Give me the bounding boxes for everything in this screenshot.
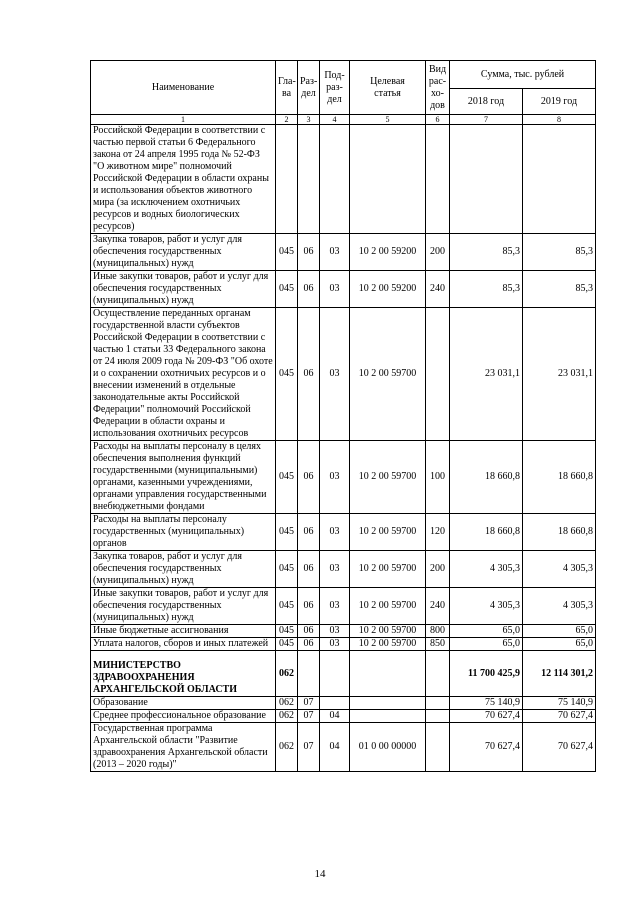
row-chapter: 062 [276, 697, 298, 710]
row-section [298, 125, 320, 234]
column-number: 2 [276, 115, 298, 125]
header-subsection: Под- раз- дел [320, 61, 350, 115]
row-subsection: 04 [320, 710, 350, 723]
row-amount-2018: 23 031,1 [450, 308, 523, 441]
table-row [91, 588, 596, 625]
row-section: 06 [298, 308, 320, 441]
row-amount-2018: 65,0 [450, 625, 523, 638]
row-section: 06 [298, 638, 320, 651]
row-expense-type: 200 [426, 551, 450, 588]
row-amount-2019: 18 660,8 [523, 514, 596, 551]
header-chapter: Гла- ва [276, 61, 298, 115]
row-section: 06 [298, 514, 320, 551]
row-expense-type: 100 [426, 441, 450, 514]
row-subsection: 03 [320, 308, 350, 441]
row-target: 10 2 00 59700 [350, 551, 426, 588]
row-amount-2019: 85,3 [523, 271, 596, 308]
table-row [91, 125, 596, 234]
header-name: Наименование [91, 61, 276, 115]
table-row [91, 710, 596, 723]
header-year-2018: 2018 год [450, 89, 523, 115]
row-chapter: 045 [276, 625, 298, 638]
row-amount-2019: 23 031,1 [523, 308, 596, 441]
table-row [91, 651, 596, 697]
row-amount-2018: 4 305,3 [450, 588, 523, 625]
row-section: 07 [298, 710, 320, 723]
row-amount-2019: 75 140,9 [523, 697, 596, 710]
row-amount-2019 [523, 125, 596, 234]
row-section [298, 651, 320, 697]
row-subsection: 03 [320, 271, 350, 308]
row-expense-type [426, 697, 450, 710]
row-chapter: 045 [276, 234, 298, 271]
row-amount-2019: 4 305,3 [523, 551, 596, 588]
table-row [91, 308, 596, 441]
row-amount-2019: 70 627,4 [523, 723, 596, 772]
row-amount-2018: 70 627,4 [450, 710, 523, 723]
row-chapter [276, 125, 298, 234]
row-subsection [320, 125, 350, 234]
row-name: Иные закупки товаров, работ и услуг для обеспечения государственных (муниципальных) нужд [91, 271, 276, 308]
row-expense-type [426, 710, 450, 723]
row-expense-type: 240 [426, 271, 450, 308]
row-expense-type: 120 [426, 514, 450, 551]
column-number: 6 [426, 115, 450, 125]
column-number: 5 [350, 115, 426, 125]
column-number: 3 [298, 115, 320, 125]
row-name: Государственная программа Архангельской области "Развитие здравоохранения Архангельской области (2013 – 2020 годы)" [91, 723, 276, 772]
row-expense-type [426, 125, 450, 234]
table-row [91, 234, 596, 271]
header-amount: Сумма, тыс. рублей [450, 61, 596, 89]
row-amount-2019: 12 114 301,2 [523, 651, 596, 697]
table-row [91, 271, 596, 308]
row-chapter: 062 [276, 723, 298, 772]
row-amount-2018: 65,0 [450, 638, 523, 651]
row-target: 01 0 00 00000 [350, 723, 426, 772]
row-chapter: 045 [276, 441, 298, 514]
row-section: 07 [298, 697, 320, 710]
row-name: Расходы на выплаты персоналу в целях обеспечения выполнения функций государственными (муниципальными) органами, казенными учреждениями, органами управления государственными внебюджетными фондами [91, 441, 276, 514]
row-target: 10 2 00 59700 [350, 625, 426, 638]
table-row [91, 441, 596, 514]
row-target: 10 2 00 59700 [350, 441, 426, 514]
row-name: Закупка товаров, работ и услуг для обеспечения государственных (муниципальных) нужд [91, 234, 276, 271]
header-expense-type: Вид рас- хо- дов [426, 61, 450, 115]
row-amount-2019: 70 627,4 [523, 710, 596, 723]
row-name: Уплата налогов, сборов и иных платежей [91, 638, 276, 651]
row-subsection: 04 [320, 723, 350, 772]
row-expense-type [426, 723, 450, 772]
row-expense-type [426, 308, 450, 441]
row-subsection: 03 [320, 514, 350, 551]
row-chapter: 045 [276, 271, 298, 308]
row-chapter: 045 [276, 514, 298, 551]
row-expense-type: 240 [426, 588, 450, 625]
table-row [91, 551, 596, 588]
column-number: 8 [523, 115, 596, 125]
row-subsection [320, 697, 350, 710]
row-expense-type: 800 [426, 625, 450, 638]
row-amount-2018 [450, 125, 523, 234]
row-target: 10 2 00 59200 [350, 271, 426, 308]
row-expense-type [426, 651, 450, 697]
row-name: Иные бюджетные ассигнования [91, 625, 276, 638]
row-amount-2018: 18 660,8 [450, 514, 523, 551]
row-section: 06 [298, 588, 320, 625]
header-target: Целевая статья [350, 61, 426, 115]
row-expense-type: 850 [426, 638, 450, 651]
row-amount-2018: 4 305,3 [450, 551, 523, 588]
row-target: 10 2 00 59700 [350, 308, 426, 441]
row-subsection: 03 [320, 234, 350, 271]
header-section: Раз- дел [298, 61, 320, 115]
row-target [350, 651, 426, 697]
row-subsection: 03 [320, 441, 350, 514]
row-amount-2019: 65,0 [523, 638, 596, 651]
row-section: 06 [298, 551, 320, 588]
row-target [350, 697, 426, 710]
row-subsection [320, 651, 350, 697]
row-section: 07 [298, 723, 320, 772]
budget-table [90, 60, 596, 772]
row-amount-2019: 4 305,3 [523, 588, 596, 625]
row-expense-type: 200 [426, 234, 450, 271]
column-number: 1 [91, 115, 276, 125]
table-row [91, 723, 596, 772]
column-numbers-row [91, 115, 596, 125]
table-row [91, 697, 596, 710]
row-section: 06 [298, 625, 320, 638]
table-row [91, 514, 596, 551]
row-target: 10 2 00 59700 [350, 514, 426, 551]
row-amount-2018: 70 627,4 [450, 723, 523, 772]
page-number: 14 [314, 868, 326, 880]
row-name: Иные закупки товаров, работ и услуг для обеспечения государственных (муниципальных) нужд [91, 588, 276, 625]
row-name: МИНИСТЕРСТВО ЗДРАВООХРАНЕНИЯ АРХАНГЕЛЬСКОЙ ОБЛАСТИ [91, 651, 276, 697]
row-subsection: 03 [320, 625, 350, 638]
row-subsection: 03 [320, 551, 350, 588]
row-target [350, 125, 426, 234]
row-amount-2018: 85,3 [450, 234, 523, 271]
row-subsection: 03 [320, 638, 350, 651]
row-target: 10 2 00 59200 [350, 234, 426, 271]
row-subsection: 03 [320, 588, 350, 625]
row-name: Российской Федерации в соответствии с частью первой статьи 6 Федерального закона от 24 апреля 1995 года № 52-ФЗ "О животном мире" полномочий Российской Федерации в области охраны и использования объектов животного мира (за исключением охотничьих ресурсов и водных биологических ресурсов) [91, 125, 276, 234]
row-chapter: 045 [276, 551, 298, 588]
row-section: 06 [298, 234, 320, 271]
row-chapter: 045 [276, 588, 298, 625]
row-chapter: 045 [276, 308, 298, 441]
row-target: 10 2 00 59700 [350, 588, 426, 625]
row-amount-2019: 85,3 [523, 234, 596, 271]
row-target: 10 2 00 59700 [350, 638, 426, 651]
header-year-2019: 2019 год [523, 89, 596, 115]
row-amount-2019: 18 660,8 [523, 441, 596, 514]
row-amount-2018: 11 700 425,9 [450, 651, 523, 697]
row-chapter: 062 [276, 710, 298, 723]
row-name: Среднее профессиональное образование [91, 710, 276, 723]
row-target [350, 710, 426, 723]
row-chapter: 045 [276, 638, 298, 651]
row-amount-2018: 75 140,9 [450, 697, 523, 710]
column-number: 4 [320, 115, 350, 125]
row-chapter: 062 [276, 651, 298, 697]
row-amount-2018: 85,3 [450, 271, 523, 308]
table-row [91, 625, 596, 638]
row-name: Расходы на выплаты персоналу государственных (муниципальных) органов [91, 514, 276, 551]
row-name: Осуществление переданных органам государственной власти субъектов Российской Федерации в соответствии с частью 1 статьи 33 Федерального закона от 24 июля 2009 года № 209-ФЗ "Об охоте и о сохранении охотничьих ресурсов и о внесении изменений в отдельные законодательные акты Российской Федерации" полномочий Российской Федерации в области охраны и использования охотничьих ресурсов [91, 308, 276, 441]
row-amount-2018: 18 660,8 [450, 441, 523, 514]
row-section: 06 [298, 271, 320, 308]
table-row [91, 638, 596, 651]
row-name: Образование [91, 697, 276, 710]
row-name: Закупка товаров, работ и услуг для обеспечения государственных (муниципальных) нужд [91, 551, 276, 588]
column-number: 7 [450, 115, 523, 125]
row-amount-2019: 65,0 [523, 625, 596, 638]
row-section: 06 [298, 441, 320, 514]
